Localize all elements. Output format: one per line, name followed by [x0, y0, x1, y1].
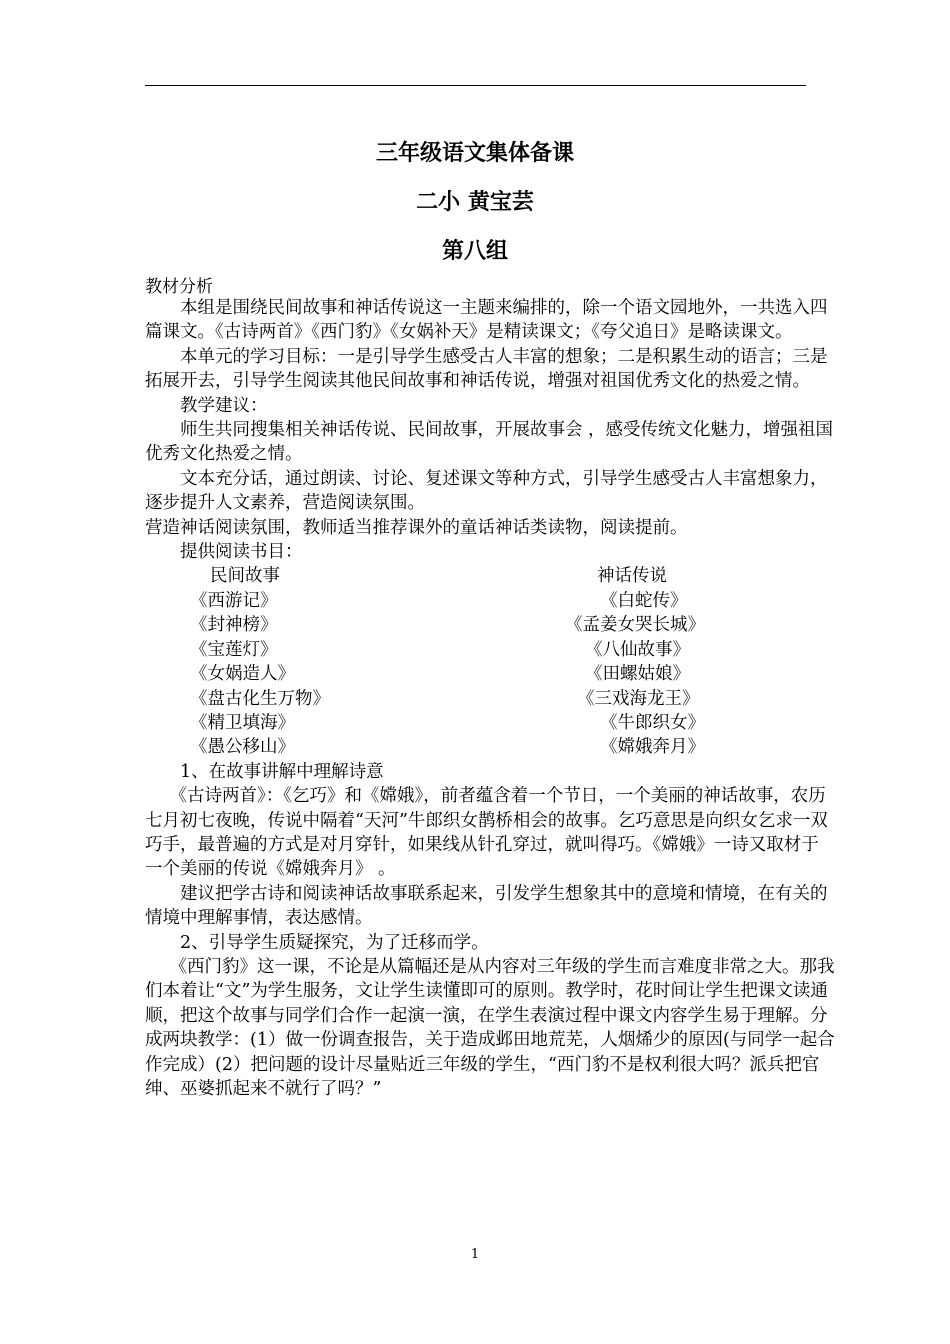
- folk-stories-header: 民间故事: [210, 566, 280, 587]
- book-title: 《封神榜》: [190, 615, 278, 636]
- book-title: 《女娲造人》: [190, 664, 295, 685]
- book-title: 《盘古化生万物》: [190, 688, 330, 709]
- paragraph-suggestion-3: 营造神话阅读氛围，教师适当推荐课外的童话神话类读物，阅读提前。: [145, 517, 688, 538]
- paragraph-ximenbao: 《西门豹》这一课，不论是从篇幅还是从内容对三年级的学生而言难度非常之大。那我们本着让“文”为学生服务，文让学生读懂即可的原则。教学时，花时间让学生把课文读通顺，把这个故事与同学们合作一起演一演，在学生表演过程中课文内容学生易于理解。分成两块教学：(1）做一份调查报告，关于造成邺田地荒芜，人烟烯少的原因(与同学一起合作完成）(2）把问题的设计尽量贴近三年级的学生，“西门豹不是权利很大吗？派兵把官绅、巫婆抓起来不就行了吗？”: [145, 956, 835, 1099]
- paragraph-suggestion-label: 教学建议：: [180, 395, 268, 416]
- book-title: 《八仙故事》: [585, 639, 690, 660]
- book-title: 《西游记》: [190, 590, 278, 611]
- myths-header: 神话传说: [597, 566, 667, 587]
- paragraph-suggestion-1: 师生共同搜集相关神话传说、民间故事，开展故事会 ，感受传统文化魅力，增强祖国优秀文化热爱之情。: [145, 420, 834, 465]
- header-rule: [145, 85, 806, 86]
- booklist-table: [145, 564, 835, 759]
- book-title: 《宝莲灯》: [190, 639, 278, 660]
- document-body: [145, 296, 835, 1101]
- page-number: 1: [470, 1247, 480, 1262]
- subheading-1: 1、在故事讲解中理解诗意: [180, 761, 384, 782]
- paragraph-goals: 本单元的学习目标：一是引导学生感受古人丰富的想象；二是积累生动的语言；三是拓展开去，引导学生阅读其他民间故事和神话传说，增强对祖国优秀文化的热爱之情。: [145, 346, 828, 392]
- paragraph-poems: 《古诗两首》：《乞巧》和《嫦娥》，前者蕴含着一个节日，一个美丽的神话故事，农历七月初七夜晚，传说中隔着“天河”牛郎织女鹊桥相会的故事。乞巧意思是向织女乞求一双巧手，最普遍的方式是对月穿针，如果线从针孔穿过，就叫得巧。《嫦娥》一诗又取材于一个美丽的传说《嫦娥奔月》 。: [145, 786, 828, 880]
- paragraph-booklist-label: 提供阅读书目：: [180, 542, 303, 563]
- book-title: 《嫦娥奔月》: [600, 737, 705, 758]
- book-title: 《牛郎织女》: [600, 712, 705, 733]
- myths-column: [545, 564, 705, 759]
- book-title: 《孟姜女哭长城》: [565, 615, 705, 636]
- book-title: 《白蛇传》: [600, 590, 688, 611]
- book-title: 《愚公移山》: [190, 737, 295, 758]
- book-title: 《田螺姑娘》: [585, 664, 690, 685]
- paragraph-poem-suggestion: 建议把学古诗和阅读神话故事联系起来，引发学生想象其中的意境和情境，在有关的情境中理解事情，表达感情。: [145, 883, 828, 929]
- paragraph-intro: 本组是围绕民间故事和神话传说这一主题来编排的，除一个语文园地外，一共选入四篇课文。《古诗两首》《西门豹》《女娲补天》是精读课文；《夸父追日》是略读课文。: [145, 298, 828, 343]
- section-heading: 教材分析: [145, 277, 213, 297]
- subheading-2: 2、引导学生质疑探究，为了迁移而学。: [180, 932, 489, 953]
- document-title: 三年级语文集体备课: [375, 141, 574, 166]
- book-title: 《三戏海龙王》: [577, 688, 700, 709]
- book-title: 《精卫填海》: [190, 712, 295, 733]
- author-line: 二小 黄宝芸: [416, 190, 534, 215]
- folk-stories-column: [145, 564, 545, 759]
- paragraph-suggestion-2: 文本充分话，通过朗读、讨论、复述课文等种方式，引导学生感受古人丰富想象力，逐步提升人文素养，营造阅读氛围。: [145, 468, 828, 514]
- group-title: 第八组: [441, 239, 508, 264]
